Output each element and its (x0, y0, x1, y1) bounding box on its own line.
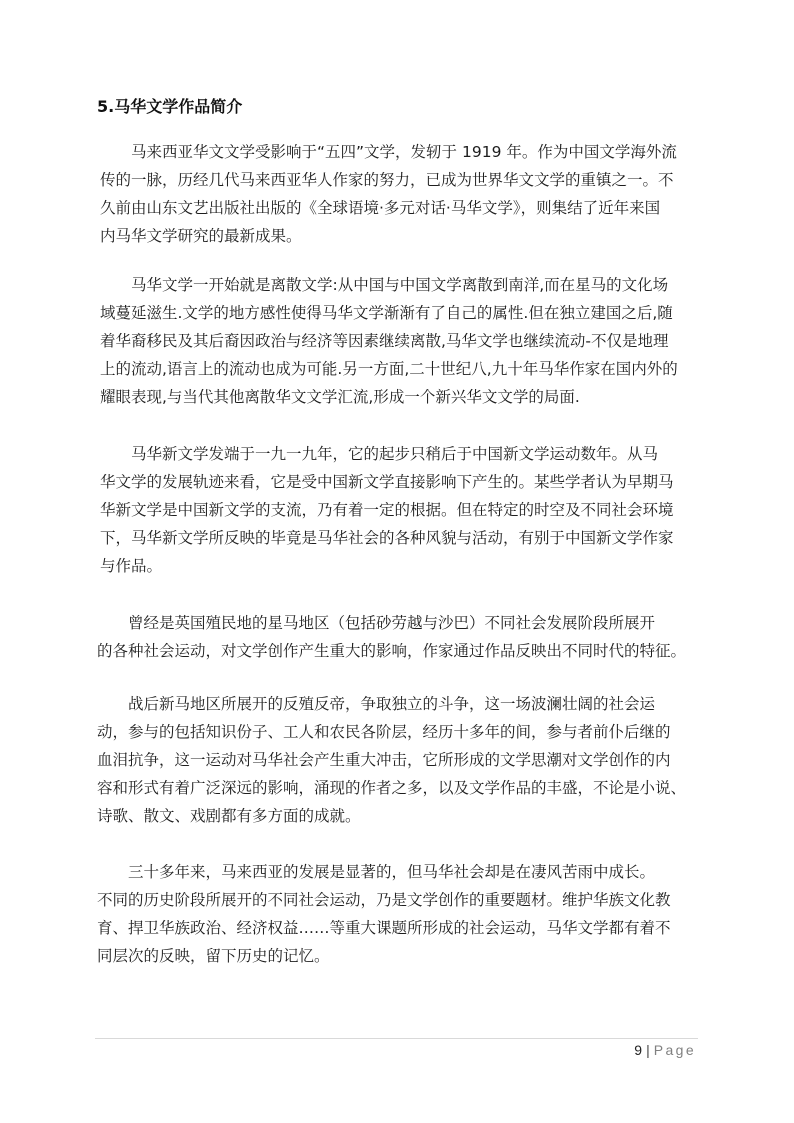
text-line: 容和形式有着广泛深远的影响，涌现的作者之多，以及文学作品的丰盛，不论是小说、 (97, 779, 687, 797)
paragraph-3 (100, 440, 674, 580)
text-line: 动，参与的包括知识份子、工人和农民各阶层，经历十多年的间，参与者前仆后继的 (97, 723, 671, 741)
text-line: 下，马华新文学所反映的毕竟是马华社会的各种风貌与活动，有别于中国新文学作家 (100, 529, 674, 547)
text-line: 战后新马地区所展开的反殖反帝，争取独立的斗争，这一场波澜壮阔的社会运 (97, 695, 656, 713)
text-line: 华文学的发展轨迹来看，它是受中国新文学直接影响下产生的。某些学者认为早期马 (100, 473, 674, 491)
text-line: 与作品。 (100, 557, 163, 575)
text-line: 马华新文学发端于一九一九年，它的起步只稍后于中国新文学运动数年。从马 (100, 445, 659, 463)
text-line: 耀眼表现,与当代其他离散华文文学汇流,形成一个新兴华文文学的局面. (100, 388, 580, 406)
text-line: 三十多年来，马来西亚的发展是显著的，但马华社会却是在凄风苦雨中成长。 (97, 863, 656, 881)
section-heading: 5.马华文学作品简介 (97, 97, 243, 116)
footer-divider (95, 1038, 698, 1039)
text-line: 马华文学一开始就是离散文学:从中国与中国文学离散到南洋,而在星马的文化场 (100, 276, 669, 294)
text-line: 马来西亚华文文学受影响于“五四”文学，发轫于 1919 年。作为中国文学海外流 (100, 143, 677, 161)
text-line: 着华裔移民及其后裔因政治与经济等因素继续离散,马华文学也继续流动-不仅是地理 (100, 332, 669, 350)
paragraph-2 (100, 271, 678, 411)
text-line: 久前由山东文艺出版社出版的《全球语境·多元对话·马华文学》，则集结了近年来国 (100, 199, 661, 217)
paragraph-4 (97, 609, 686, 665)
page-label: Page (653, 1042, 696, 1058)
text-line: 域蔓延滋生.文学的地方感性使得马华文学渐渐有了自己的属性.但在独立建国之后,随 (100, 304, 673, 322)
text-line: 传的一脉，历经几代马来西亚华人作家的努力，已成为世界华文文学的重镇之一。不 (100, 171, 674, 189)
page-number: 9 (634, 1042, 643, 1058)
text-line: 诗歌、散文、戏剧都有多方面的成就。 (97, 807, 361, 825)
text-line: 的各种社会运动，对文学创作产生重大的影响，作家通过作品反映出不同时代的特征。 (97, 642, 687, 660)
text-line: 不同的历史阶段所展开的不同社会运动，乃是文学创作的重要题材。维护华族文化教 (97, 891, 671, 909)
paragraph-5 (97, 690, 686, 830)
text-line: 同层次的反映，留下历史的记忆。 (97, 947, 330, 965)
text-line: 上的流动,语言上的流动也成为可能.另一方面,二十世纪八,九十年马华作家在国内外的 (100, 360, 678, 378)
footer-separator: | (646, 1042, 650, 1058)
text-line: 血泪抗争，这一运动对马华社会产生重大冲击，它所形成的文学思潮对文学创作的内 (97, 751, 671, 769)
text-line: 华新文学是中国新文学的支流，乃有着一定的根据。但在特定的时空及不同社会环境 (100, 501, 674, 519)
text-line: 育、捍卫华族政治、经济权益……等重大课题所形成的社会运动，马华文学都有着不 (97, 919, 671, 937)
text-line: 内马华文学研究的最新成果。 (100, 227, 302, 245)
text-line: 曾经是英国殖民地的星马地区（包括砂劳越与沙巴）不同社会发展阶段所展开 (97, 614, 656, 632)
page-footer (634, 1041, 696, 1059)
paragraph-1 (100, 138, 677, 250)
paragraph-6 (97, 858, 671, 970)
